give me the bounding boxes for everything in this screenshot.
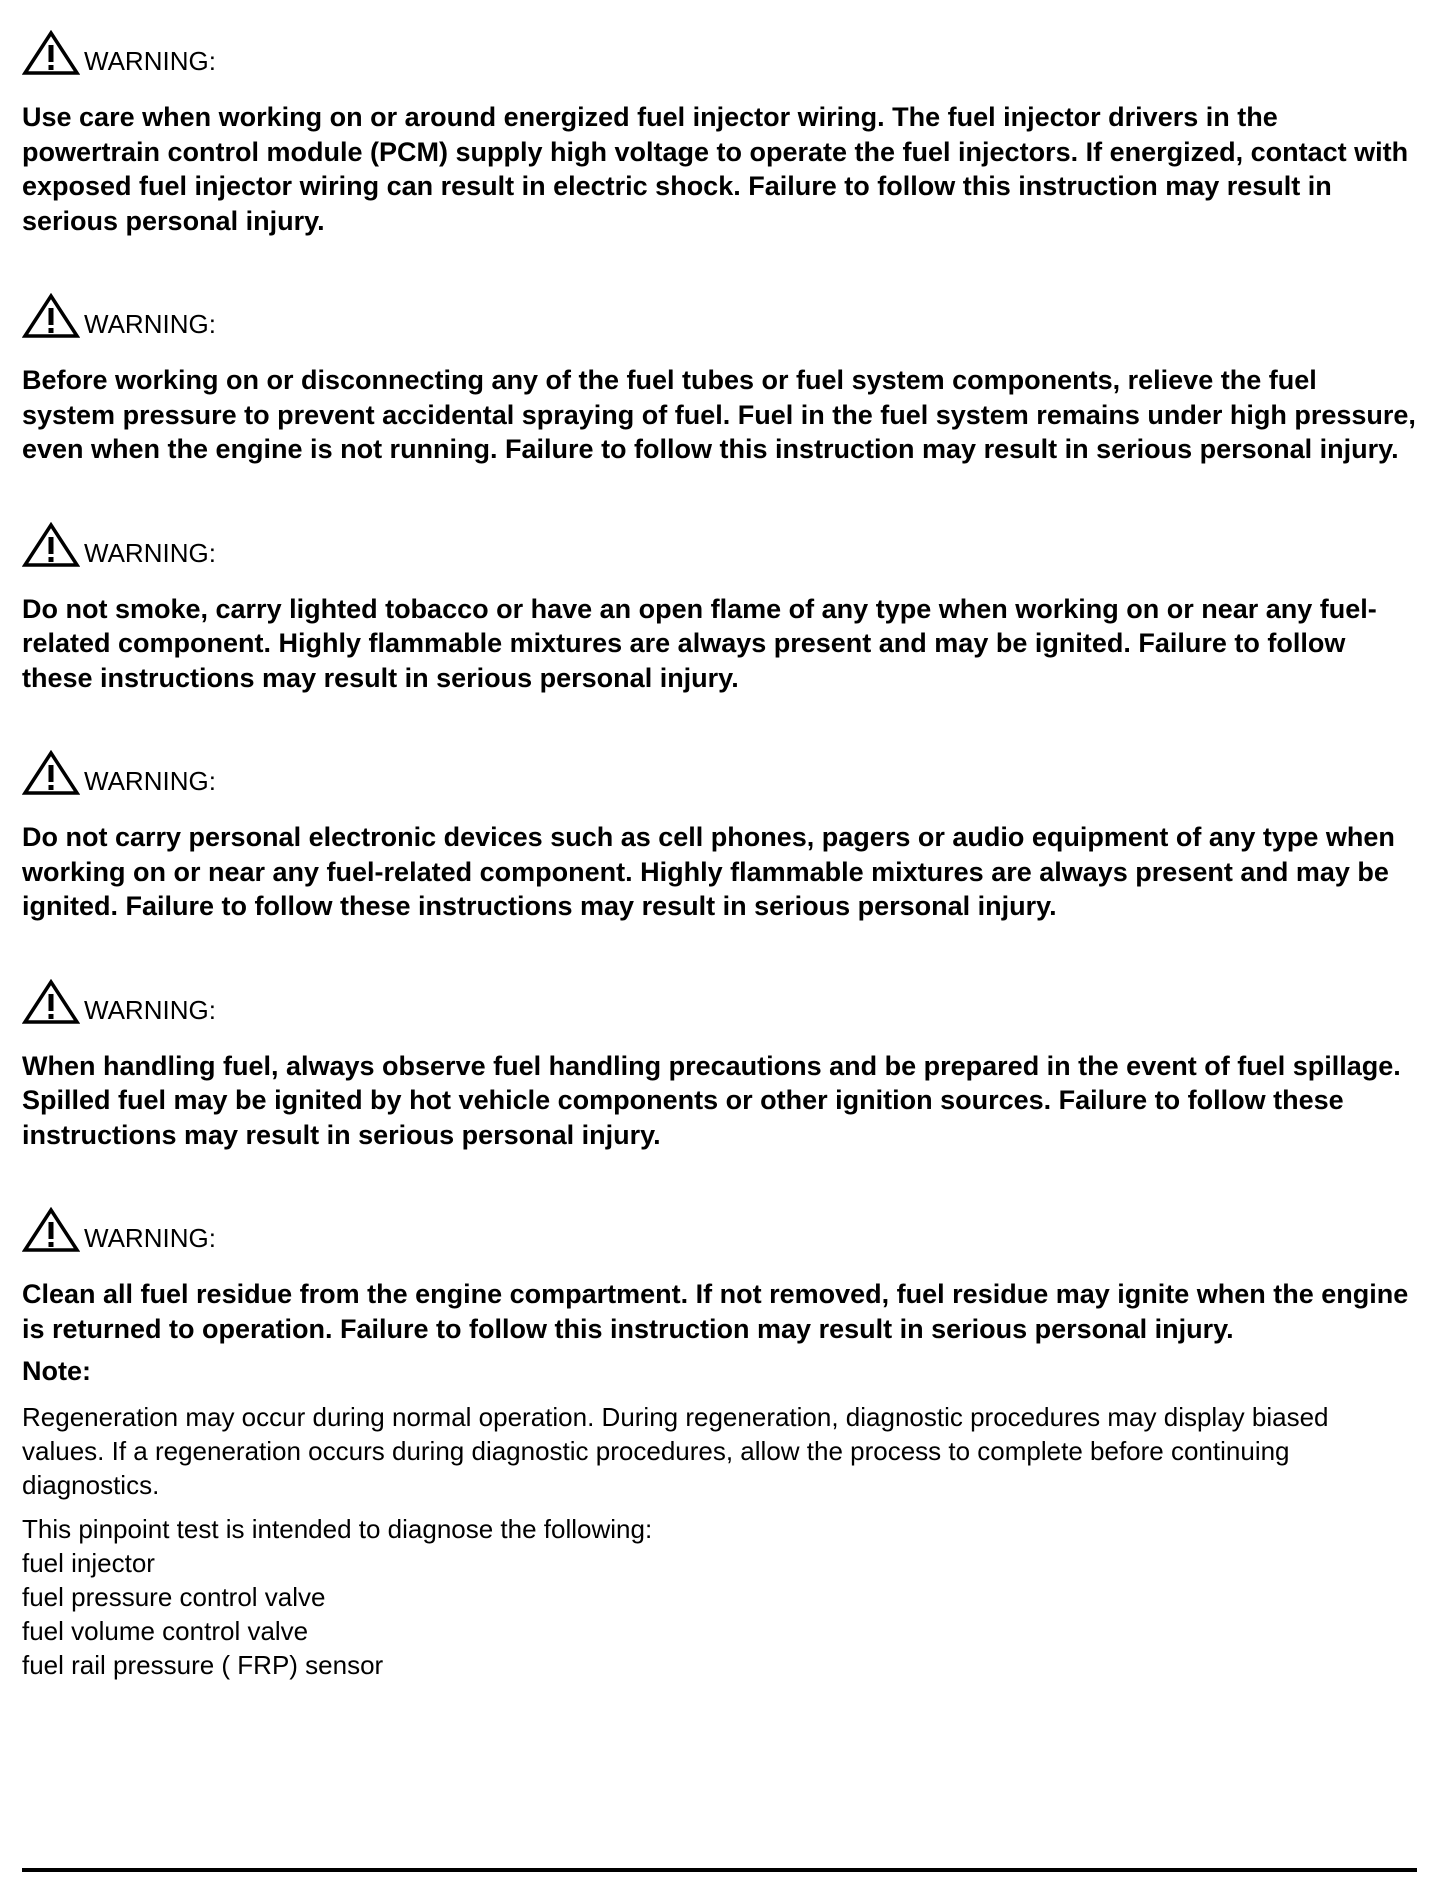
note-label: Note: bbox=[22, 1356, 91, 1386]
warning-header bbox=[22, 24, 1417, 76]
list-item: fuel pressure control valve bbox=[22, 1582, 326, 1612]
list-item: fuel volume control valve bbox=[22, 1616, 309, 1646]
warning-triangle-icon bbox=[22, 293, 80, 339]
warning-block bbox=[22, 1201, 1417, 1346]
warning-triangle-icon bbox=[22, 750, 80, 796]
warning-block bbox=[22, 744, 1417, 924]
warning-triangle-icon bbox=[22, 1207, 80, 1253]
warning-label: WARNING: bbox=[84, 1223, 216, 1253]
list-item: fuel rail pressure ( FRP) sensor bbox=[22, 1650, 384, 1680]
warning-label: WARNING: bbox=[84, 994, 216, 1025]
warning-text: Clean all fuel residue from the engine compartment. If not removed, fuel residue may ignite when the engine is returned to operation. Failure to follow this instruction may result in serious personal injury. bbox=[22, 1279, 1409, 1344]
warning-block bbox=[22, 973, 1417, 1153]
warning-text: Before working on or disconnecting any of the fuel tubes or fuel system components, relieve the fuel system pressure to prevent accidental spraying of fuel. Fuel in the fuel system remains under high pressure, even when the engine is not running. Failure to follow this instruction may result in serious personal injury. bbox=[22, 365, 1416, 464]
warning-triangle-icon bbox=[22, 979, 80, 1025]
warning-text: Do not carry personal electronic devices such as cell phones, pagers or audio equipment of any type when working on or near any fuel-related component. Highly flammable mixtures are always present and may be ignited. Failure to follow these instructions may result in serious personal injury. bbox=[22, 822, 1395, 921]
warning-header bbox=[22, 516, 1417, 568]
warning-header bbox=[22, 973, 1417, 1025]
warning-text: When handling fuel, always observe fuel handling precautions and be prepared in the event of fuel spillage. Spilled fuel may be ignited by hot vehicle components or other ignition sources. Failure to follow these instructions may result in serious personal injury. bbox=[22, 1050, 1401, 1150]
list-item: fuel injector bbox=[22, 1548, 155, 1578]
warning-header bbox=[22, 287, 1417, 339]
warning-text: Do not smoke, carry lighted tobacco or have an open flame of any type when working on or near any fuel-related component. Highly flammable mixtures are always present and may be ignited. Failure to follow these instructions may result in serious personal injury. bbox=[22, 593, 1377, 693]
warning-block bbox=[22, 24, 1417, 238]
bottom-divider bbox=[22, 1868, 1417, 1872]
warning-triangle-icon bbox=[22, 30, 80, 76]
document-page bbox=[22, 24, 1417, 1682]
warning-text: Use care when working on or around energized fuel injector wiring. The fuel injector drivers in the powertrain control module (PCM) supply high voltage to operate the fuel injectors. If energized, contact with exposed fuel injector wiring can result in electric shock. Failure to follow this instruction may result in serious personal injury. bbox=[22, 102, 1409, 236]
warning-triangle-icon bbox=[22, 522, 80, 568]
warning-block bbox=[22, 287, 1417, 467]
warning-label: WARNING: bbox=[84, 309, 216, 339]
warning-label: WARNING: bbox=[84, 46, 216, 76]
warning-header bbox=[22, 1201, 1417, 1253]
warning-label: WARNING: bbox=[84, 537, 216, 568]
warning-block bbox=[22, 516, 1417, 696]
warning-header bbox=[22, 744, 1417, 796]
warning-label: WARNING: bbox=[84, 766, 216, 796]
pinpoint-list bbox=[22, 1546, 1417, 1682]
pinpoint-intro: This pinpoint test is intended to diagnose the following: bbox=[22, 1514, 653, 1544]
note-text: Regeneration may occur during normal operation. During regeneration, diagnostic procedures may display biased values. If a regeneration occurs during diagnostic procedures, allow the process to complete before continuing diagnostics. bbox=[22, 1402, 1329, 1500]
